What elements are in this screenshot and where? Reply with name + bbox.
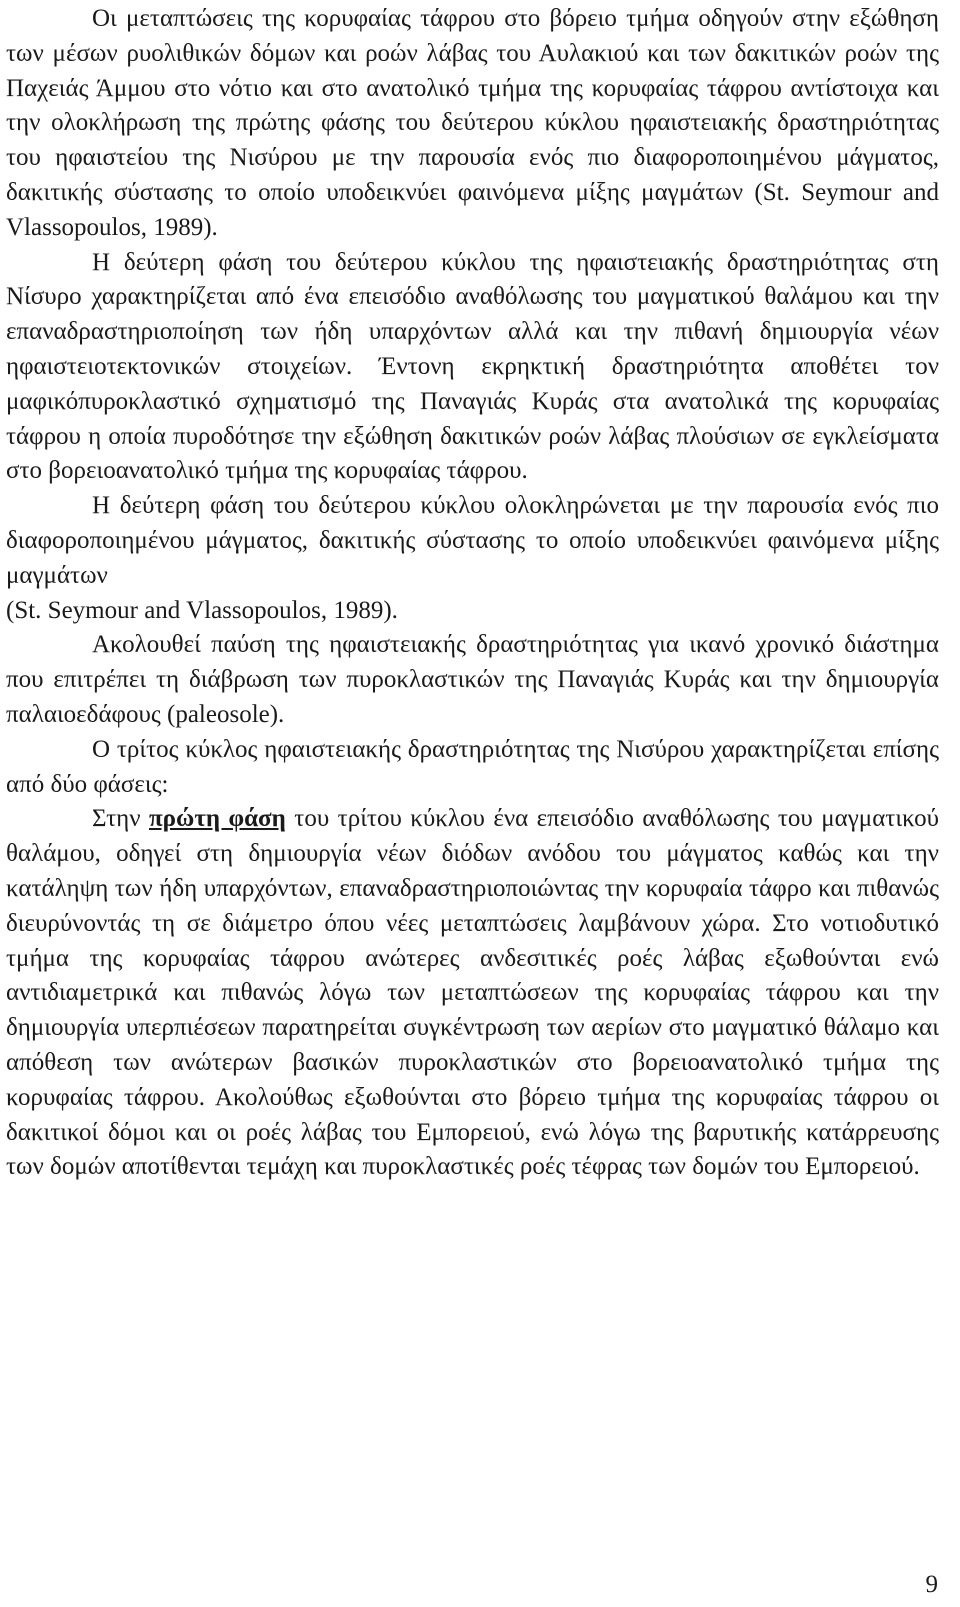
paragraph-4: Ακολουθεί παύση της ηφαιστειακής δραστηριότητας για ικανό χρονικό διάστημα που επιτρέπει τη διάβρωση των πυροκλαστικών της Παναγιάς Κυράς και την δημιουργία παλαιοεδάφους (paleosole). xyxy=(6,631,939,728)
paragraph-6 xyxy=(6,802,939,1185)
paragraph-6-lead: Στην xyxy=(92,805,149,833)
paragraph-3: Η δεύτερη φάση του δεύτερου κύκλου ολοκληρώνεται με την παρουσία ενός πιο διαφοροποιημένου μάγματος, δακιτικής σύστασης το οποίο υποδεικνύει φαινόμενα μίξης μαγμάτων xyxy=(6,492,939,589)
citation-line: (St. Seymour and Vlassopoulos, 1989). xyxy=(6,596,398,624)
paragraph-6-rest: του τρίτου κύκλου ένα επεισόδιο αναθόλωσης του μαγματικού θαλάμου, οδηγεί στη δημιουργία νέων διόδων ανόδου του μάγματος καθώς και την κατάληψη των ήδη υπαρχόντων, επαναδραστηριοποιώντας την κορυφαία τάφρο και πιθανώς διευρύνοντάς τη σε διάμετρο όπου νέες μεταπτώσεις λαμβάνουν χώρα. Στο νοτιοδυτικό τμήμα της κορυφαίας τάφρου ανώτερες ανδεσιτικές ροές λάβας εξωθούνται ενώ αντιδιαμετρικά και πιθανώς λόγω των μεταπτώσεων της κορυφαίας τάφρου και την δημιουργία υπερπιέσεων παρατηρείται συγκέντρωση των αερίων στο μαγματικό θάλαμο και απόθεση των ανώτερων βασικών πυροκλαστικών στο βορειοανατολικό τμήμα της κορυφαίας τάφρου. Ακολούθως εξωθούνται στο βόρειο τμήμα της κορυφαίας τάφρου οι δακιτικοί δόμοι και οι ροές λάβας του Εμπορειού, ενώ λόγω της βαρυτικής κατάρρευσης των δομών αποτίθενται τεμάχη και πυροκλαστικές ροές τέφρας των δομών του Εμπορειού. xyxy=(6,805,940,1181)
paragraph-5: Ο τρίτος κύκλος ηφαιστειακής δραστηριότητας της Νισύρου χαρακτηρίζεται επίσης από δύο φάσεις: xyxy=(6,735,939,798)
body-text xyxy=(6,2,939,1185)
paragraph-1: Οι μεταπτώσεις της κορυφαίας τάφρου στο βόρειο τμήμα οδηγούν στην εξώθηση των μέσων ρυολιθικών δόμων και ροών λάβας του Αυλακιού και των δακιτικών ροών της Παχειάς Άμμου στο νότιο και στο ανατολικό τμήμα της κορυφαίας τάφρου αντίστοιχα και την ολοκλήρωση της πρώτης φάσης του δεύτερου κύκλου ηφαιστειακής δραστηριότητας του ηφαιστείου της Νισύρου με την παρουσία ενός πιο διαφοροποιημένου μάγματος, δακιτικής σύστασης το οποίο υποδεικνύει φαινόμενα μίξης μαγμάτων (St. Seymour and Vlassopoulos, 1989). xyxy=(6,5,939,241)
emphasized-term: πρώτη φάση xyxy=(148,805,286,833)
paragraph-2: Η δεύτερη φάση του δεύτερου κύκλου της ηφαιστειακής δραστηριότητας στη Νίσυρο χαρακτηρίζεται από ένα επεισόδιο αναθόλωσης του μαγματικού θαλάμου και την επαναδραστηριοποίηση των ήδη υπαρχόντων αλλά και την πιθανή δημιουργία νέων ηφαιστειοτεκτονικών στοιχείων. Έντονη εκρηκτική δραστηριότητα αποθέτει τον μαφικόπυροκλαστικό σχηματισμό της Παναγιάς Κυράς στα ανατολικά της κορυφαίας τάφρου η οποία πυροδότησε την εξώθηση δακιτικών ροών λάβας πλούσιων σε εγκλείσματα στο βορειοανατολικό τμήμα της κορυφαίας τάφρου. xyxy=(6,248,939,485)
page-number: 9 xyxy=(925,1571,938,1598)
